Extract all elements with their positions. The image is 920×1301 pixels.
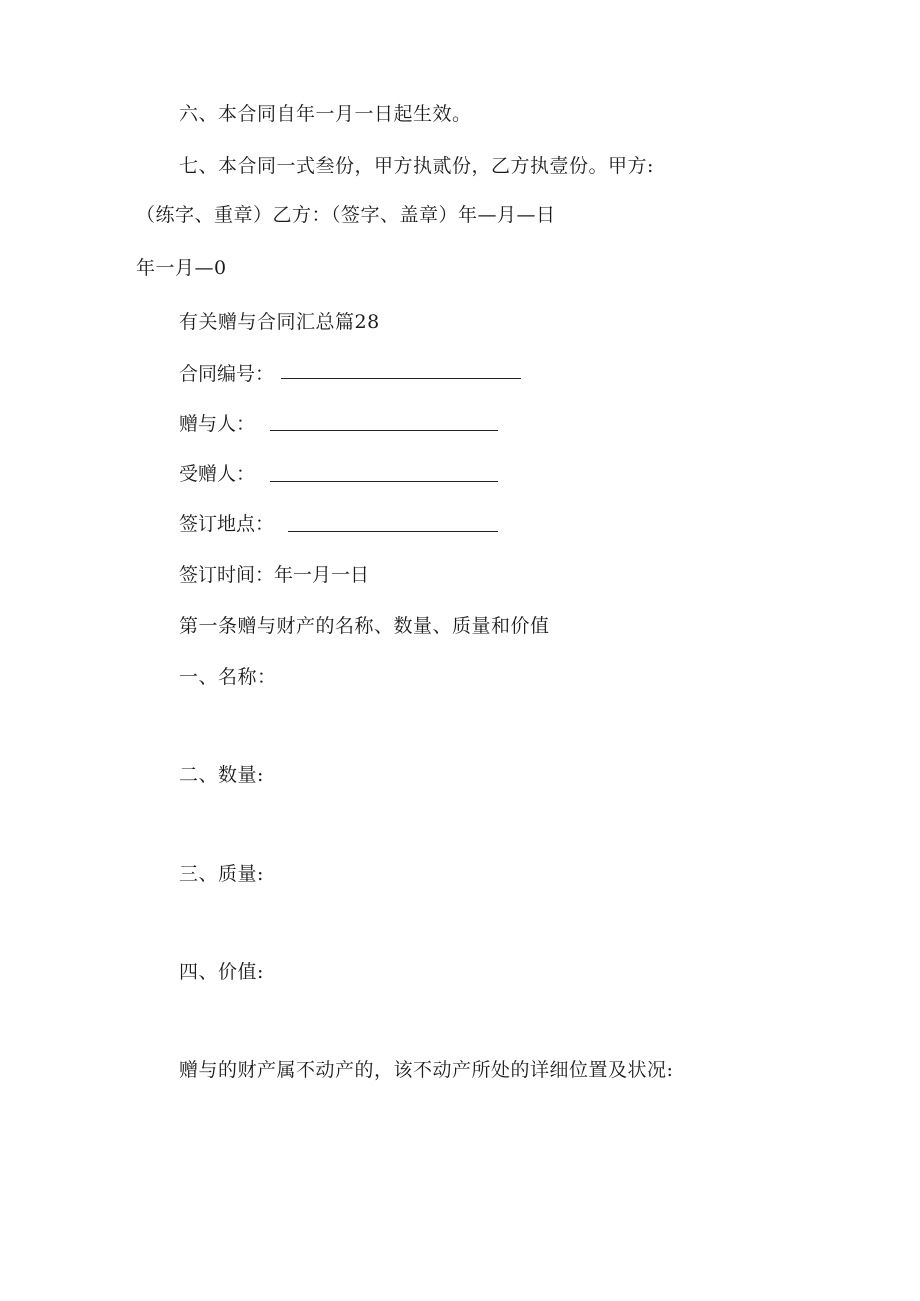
item-quantity-label: 二、数量:	[179, 764, 264, 786]
clause-seven-line3: 年一月—0	[136, 257, 227, 279]
donor-blank[interactable]	[270, 430, 498, 431]
clause-seven-line2: （练字、重章）乙方：（签字、盖章）年—月—日	[136, 204, 556, 226]
clause-six: 六、本合同自年一月一日起生效。	[179, 103, 472, 125]
item-quality-label: 三、质量:	[179, 863, 264, 885]
contract-number-label: 合同编号：	[179, 363, 275, 385]
real-estate-note: 赠与的财产属不动产的，该不动产所处的详细位置及状况:	[179, 1059, 674, 1081]
item-name-label: 一、名称：	[179, 666, 277, 688]
article-one-title: 第一条赠与财产的名称、数量、质量和价值	[179, 615, 550, 637]
clause-seven-line1: 七、本合同一式叁份，甲方执贰份，乙方执壹份。甲方:	[179, 155, 654, 177]
section-title: 有关赠与合同汇总篇28	[179, 311, 380, 333]
donee-blank[interactable]	[270, 481, 498, 482]
signing-place-blank[interactable]	[288, 531, 498, 532]
signing-time-label: 签订时间：年一月一日	[179, 564, 370, 586]
donor-label: 赠与人：	[179, 413, 256, 435]
donee-label: 受赠人：	[179, 463, 256, 485]
signing-place-label: 签订地点：	[179, 513, 275, 535]
item-value-label: 四、价值:	[179, 961, 264, 983]
contract-number-blank[interactable]	[281, 378, 521, 379]
